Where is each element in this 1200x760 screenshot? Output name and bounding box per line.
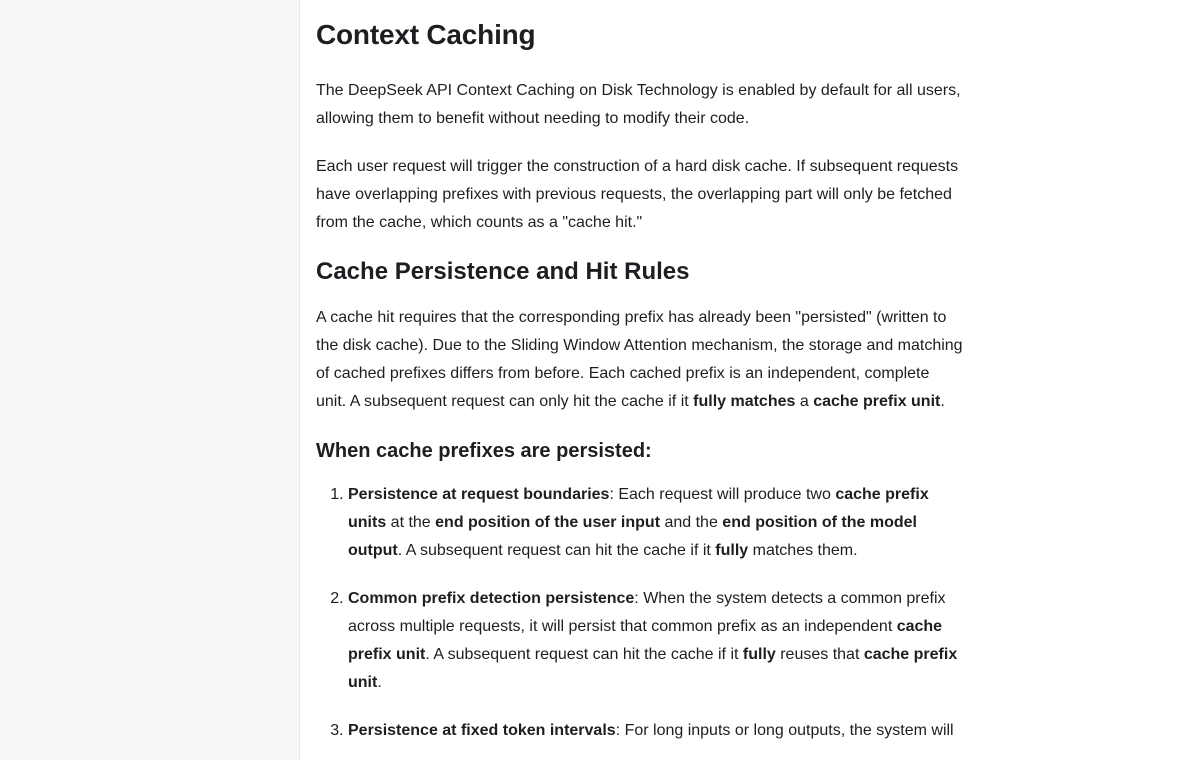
- section-heading-cache-persistence: Cache Persistence and Hit Rules: [316, 258, 690, 285]
- bold-text: fully: [715, 542, 749, 559]
- bold-text: cache prefix unit: [813, 393, 941, 410]
- bold-text: end position of the user input: [435, 514, 661, 531]
- list-item: [348, 481, 964, 565]
- text: : When the system detects a common prefix across multiple requests, it will persist that common prefix as an independent: [348, 590, 946, 635]
- bold-text: fully matches: [693, 393, 796, 410]
- list-item: [348, 717, 964, 745]
- sidebar: [0, 0, 300, 760]
- bold-text: end position of the model output: [348, 514, 917, 559]
- bold-text: cache prefix unit: [348, 618, 943, 663]
- text: : Each request will produce two: [609, 486, 836, 503]
- bold-text: Common prefix detection persistence: [348, 590, 635, 607]
- text: .: [940, 393, 945, 410]
- bold-text: cache prefix unit: [348, 646, 958, 691]
- persistence-rules-list: [316, 481, 964, 745]
- bold-text: Persistence at fixed token intervals: [348, 722, 616, 739]
- bold-text: Persistence at request boundaries: [348, 486, 610, 503]
- bold-text: cache prefix units: [348, 486, 929, 531]
- intro-paragraph-1: The DeepSeek API Context Caching on Disk Technology is enabled by default for all users, allowing them to benefit without needing to modify their code.: [316, 82, 961, 127]
- text: matches them.: [748, 542, 858, 559]
- subsection-heading-when-persisted: When cache prefixes are persisted:: [316, 440, 652, 462]
- cache-hit-paragraph: [316, 304, 964, 416]
- text: . A subsequent request can hit the cache if it: [397, 542, 716, 559]
- bold-text: fully: [742, 646, 776, 663]
- page-title: Context Caching: [316, 19, 536, 50]
- text: . A subsequent request can hit the cache if it: [425, 646, 743, 663]
- text: a: [795, 393, 814, 410]
- text: : For long inputs or long outputs, the system will: [615, 722, 954, 739]
- list-item: [348, 585, 964, 697]
- intro-paragraph-2: Each user request will trigger the construction of a hard disk cache. If subsequent requests have overlapping prefixes with previous requests, the overlapping part will only be fetched from the cache, which counts as a "cache hit.": [316, 158, 959, 231]
- text: reuses that: [775, 646, 864, 663]
- main-content: [316, 0, 964, 760]
- text: A cache hit requires that the corresponding prefix has already been "persisted" (written to the disk cache). Due to the Sliding Window Attention mechanism, the storage and matching of cached prefixes differs from before. Each cached prefix is an independent, complete unit. A subsequent request can only hit the cache if it: [316, 309, 963, 410]
- text: and the: [660, 514, 723, 531]
- text: at the: [386, 514, 436, 531]
- text: .: [377, 674, 382, 691]
